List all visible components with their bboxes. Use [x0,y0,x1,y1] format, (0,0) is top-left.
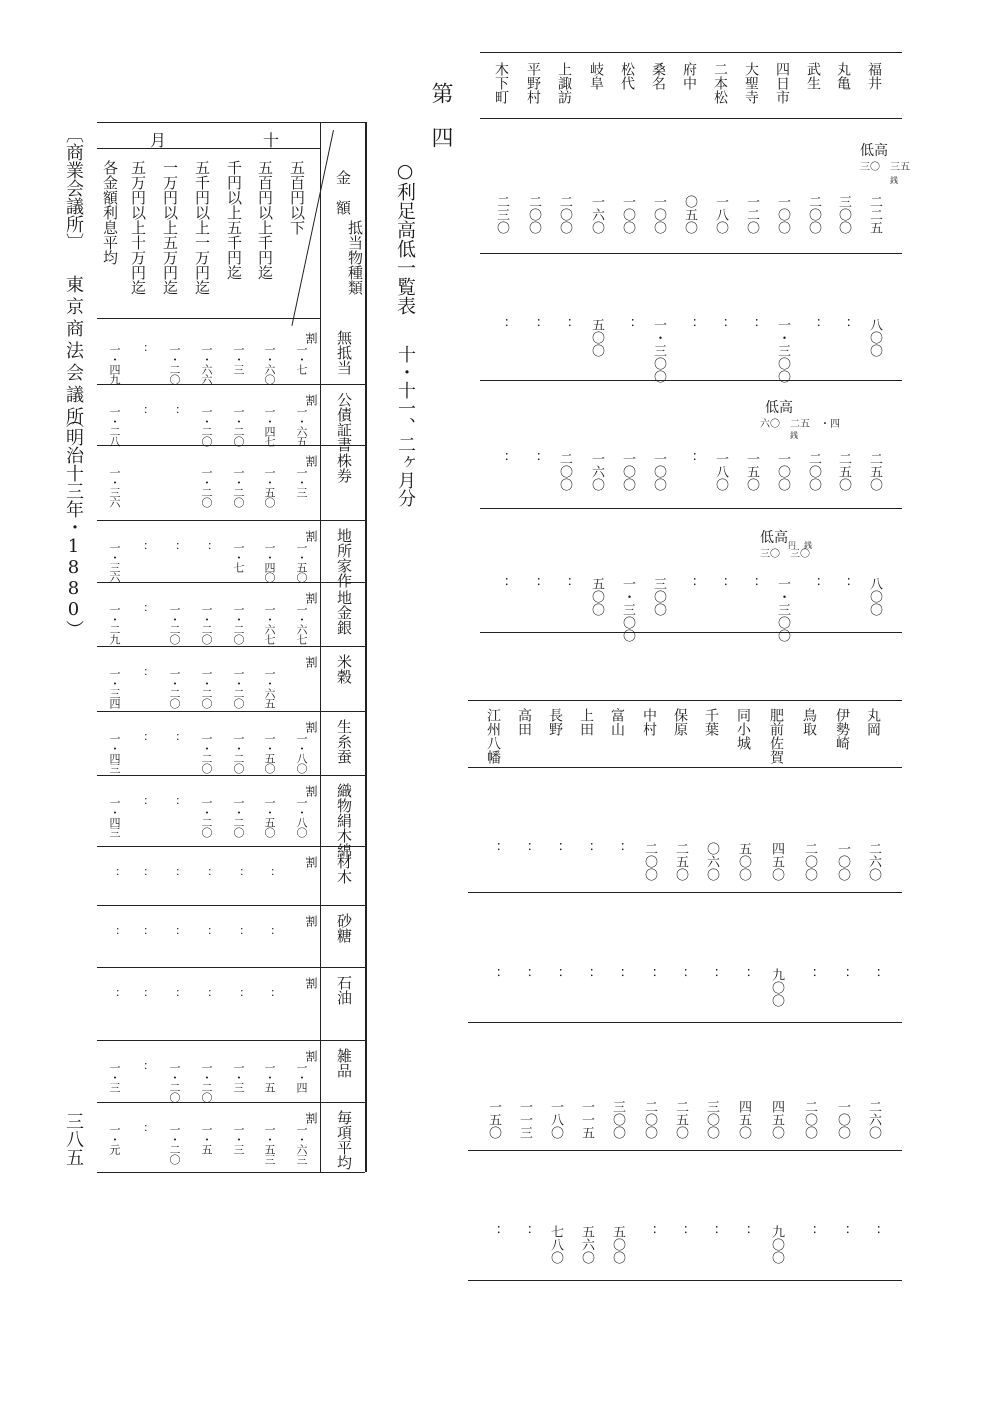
rb-row-line [468,1022,902,1023]
column-divider [97,846,365,847]
table-title: ○利足高低一覧表 [394,160,416,315]
value-cell: ： [642,968,657,981]
city-header: 伊勢崎 [834,708,850,750]
source-label: 東京商法会議所 [63,275,84,429]
rate-cell: 一・五三 [263,1124,276,1164]
value-cell: ： [557,577,572,590]
value-cell: 三〇〇 [651,577,666,616]
collateral-header: 毎項平均 [335,1110,353,1170]
annotation-value: 六〇 二五 ・四 [760,419,840,430]
value-cell: ： [557,318,572,331]
corner-collateral-label: 抵当物種類 [346,220,364,295]
value-cell: ： [806,577,821,590]
rate-cell: ： [263,868,276,878]
value-cell: ： [494,452,509,465]
amount-row-label: 五千円以上一万円迄 [193,160,211,295]
unit-label: 割 [304,530,318,542]
value-cell: 五〇〇 [589,318,604,357]
rt-header-line [480,118,902,119]
value-cell: 二六〇 [866,1100,881,1139]
value-cell: 一五〇 [486,1100,501,1139]
rt-top-line [480,52,902,53]
value-cell: ： [736,1225,751,1238]
page-number: 三八五 [63,1112,84,1166]
value-cell: 九〇〇 [769,968,784,1007]
rate-cell: ： [232,868,245,878]
value-cell: 一・三〇〇 [651,318,666,383]
rate-cell: 一・五〇 [263,733,276,773]
annotation-value: 三〇 三五 [860,162,910,173]
rate-cell: ： [136,868,149,878]
rate-cell: 一・七 [232,542,245,572]
collateral-header: 雑品 [335,1048,353,1078]
rate-cell: 一・二〇 [168,668,181,708]
amount-row-label: 五万円以上十万円迄 [129,160,147,295]
rb-row-line [468,700,902,701]
value-cell: 一六〇 [589,452,604,491]
rate-cell: ： [136,733,149,743]
rate-cell: ： [136,542,149,552]
city-header: 高田 [516,708,532,736]
value-cell: ： [736,968,751,981]
value-cell: ： [526,318,541,331]
rate-cell: 一・二〇 [232,604,245,644]
value-cell: ： [579,842,594,855]
left-table-corner-divider [97,318,320,319]
value-cell: 二〇〇 [526,195,541,234]
unit-label: 割 [304,656,318,668]
unit-label: 割 [304,394,318,406]
rate-cell: ： [200,542,213,552]
value-cell: ： [836,577,851,590]
unit-label: 割 [304,592,318,604]
value-cell: ： [835,968,850,981]
rate-cell: 一・五〇 [263,797,276,837]
value-cell: 二〇〇 [806,195,821,234]
value-cell: 〇五〇 [682,195,697,234]
value-cell: ： [744,577,759,590]
annotation-value: 三〇 三〇 [760,549,810,560]
rate-cell: ： [168,927,181,937]
rb-row-line [468,767,902,768]
value-cell: ： [866,1225,881,1238]
value-cell: ： [835,1225,850,1238]
date-label: （明治十三年・1880） [63,410,84,638]
collateral-header: 砂糖 [335,913,353,943]
city-header: 中村 [641,708,657,736]
value-cell: 二五〇 [867,452,882,491]
column-divider [97,520,365,521]
rate-cell: 一・四三 [108,797,121,837]
rate-cell: 一・六七 [263,604,276,644]
column-divider [97,582,365,583]
annotation-unit: 銭 [790,431,798,440]
rt-row-line [480,253,902,254]
rate-cell: ： [136,604,149,614]
rate-cell: 一・二〇 [232,406,245,446]
rate-cell: 一・二〇 [232,797,245,837]
value-cell: 一〇〇 [651,195,666,234]
rate-cell: ： [168,406,181,416]
column-divider [97,775,365,776]
rate-cell: 一・二〇 [200,1062,213,1102]
value-cell: 二〇〇 [557,452,572,491]
rate-cell: ： [136,344,149,354]
rate-cell: ： [108,989,121,999]
value-cell: 五六〇 [579,1225,594,1264]
value-cell: ： [802,968,817,981]
city-header: 岐阜 [588,62,604,90]
amount-row-label: 一万円以上五万円迄 [161,160,179,295]
value-cell: ： [682,452,697,465]
unit-label: 割 [304,915,318,927]
rate-cell: 一・三四 [108,668,121,708]
city-header: 木下町 [493,62,509,104]
value-cell: 七八〇 [548,1225,563,1264]
rate-cell: ： [263,927,276,937]
value-cell: 四五〇 [769,1100,784,1139]
value-cell: 五〇〇 [610,1225,625,1264]
rate-cell: 一・四 [295,1062,308,1092]
value-cell: ： [806,318,821,331]
rate-cell: 一・二八 [108,406,121,446]
collateral-header: 株券 [335,453,353,483]
value-cell: ： [486,842,501,855]
value-cell: 二〇〇 [642,842,657,881]
rate-cell: 一・二〇 [200,604,213,644]
city-header: 武生 [805,62,821,90]
unit-label: 割 [304,455,318,467]
rate-cell: 一・二〇 [168,1124,181,1164]
table-period: 十・十一、二ヶ月分 [395,345,416,507]
rate-cell: ： [232,989,245,999]
rate-cell: ： [136,927,149,937]
column-divider [97,711,365,712]
rate-cell: 一・二〇 [168,344,181,384]
city-header: 長野 [547,708,563,736]
value-cell: 二二五 [867,195,882,234]
city-header: 保原 [672,708,688,736]
rate-cell: 一・七 [295,344,308,374]
value-cell: 二〇〇 [557,195,572,234]
value-cell: 五〇〇 [589,577,604,616]
rate-cell: ： [108,868,121,878]
rate-cell: 一・四三 [108,733,121,773]
rate-cell: ： [136,989,149,999]
value-cell: 三〇〇 [704,1100,719,1139]
rate-cell: ： [168,868,181,878]
value-cell: ： [713,318,728,331]
rate-cell: 一・八〇 [295,797,308,837]
rate-cell: 一・六六 [200,344,213,384]
value-cell: 二〇〇 [802,1100,817,1139]
rate-cell: ： [232,927,245,937]
annotation-label: 低高 [860,143,888,159]
rate-cell: 一・二〇 [232,733,245,773]
value-cell: 八〇〇 [867,318,882,357]
column-divider [97,646,365,647]
rate-cell: 一・三 [108,1062,121,1092]
value-cell: ： [866,968,881,981]
value-cell: 三〇〇 [836,195,851,234]
rt-row-line [480,380,902,381]
rate-cell: 一・二〇 [232,668,245,708]
unit-label: 割 [304,1050,318,1062]
rate-cell: 一・四〇 [263,542,276,582]
value-cell: 四五〇 [769,842,784,881]
value-cell: 二〇〇 [806,452,821,491]
rate-cell: 一・二〇 [200,733,213,773]
rate-cell: 一・六三 [295,1124,308,1164]
rate-cell: 一・二〇 [200,668,213,708]
city-header: 千葉 [703,708,719,736]
value-cell: 二〇〇 [802,842,817,881]
left-table-header-divider [320,122,321,1172]
rate-cell: 一・二〇 [232,467,245,507]
value-cell: ： [517,842,532,855]
value-cell: 一〇〇 [775,452,790,491]
value-cell: 一〇〇 [620,452,635,491]
city-header: 丸岡 [865,708,881,736]
value-cell: 一・三〇〇 [775,318,790,383]
value-cell: ： [682,577,697,590]
city-header: 肥前佐賀 [768,708,784,764]
rate-cell: 一・二〇 [200,406,213,446]
city-header: 上田 [578,708,594,736]
city-header: 福井 [866,62,882,90]
column-divider [97,1102,365,1103]
unit-label: 割 [304,332,318,344]
rate-cell: ： [168,733,181,743]
collateral-header: 材木 [335,854,353,884]
column-divider [97,1040,365,1041]
value-cell: ： [642,1225,657,1238]
value-cell: ： [802,1225,817,1238]
collateral-header: 地所家作 [335,528,353,588]
value-cell: 一八〇 [713,195,728,234]
value-cell: 〇六〇 [704,842,719,881]
value-cell: 四五〇 [736,1100,751,1139]
value-cell: ： [494,318,509,331]
collateral-header: 石油 [335,975,353,1005]
rate-cell: 一・六〇 [263,344,276,384]
rate-cell: 一・五〇 [263,467,276,507]
rate-cell: 一・五 [200,1124,213,1154]
value-cell: ： [682,318,697,331]
value-cell: 八〇〇 [867,577,882,616]
value-cell: 一一五 [579,1100,594,1139]
city-header: 桑名 [650,62,666,90]
chapter-heading: 第 四 [428,82,453,148]
rate-cell: 一・三 [232,344,245,374]
value-cell: 一二〇 [744,195,759,234]
rate-cell: 一・五 [263,1062,276,1092]
rb-row-line [468,892,902,893]
rate-cell: 一・二〇 [200,467,213,507]
amount-row-label: 各金額利息平均 [101,160,119,265]
rb-row-line [468,1150,902,1151]
value-cell: ： [548,842,563,855]
rate-cell: ： [168,542,181,552]
value-cell: ： [486,1225,501,1238]
amount-row-label: 五百円以上千円迄 [256,160,274,280]
city-header: 二本松 [712,62,728,104]
rate-cell: 一・三 [232,1062,245,1092]
value-cell: 一・三〇〇 [775,577,790,642]
rate-cell: 一・六五 [263,668,276,708]
value-cell: ： [704,1225,719,1238]
amount-row-label: 五百円以下 [288,160,306,235]
value-cell: 二〇〇 [642,1100,657,1139]
annotation-label: 低高 [760,530,788,546]
value-cell: 一一三 [517,1100,532,1139]
rt-row-line [480,508,902,509]
city-header: 富山 [609,708,625,736]
collateral-header: 生糸蚕 [335,719,353,764]
value-cell: 五〇〇 [736,842,751,881]
value-cell: 九〇〇 [769,1225,784,1264]
city-header: 松代 [619,62,635,90]
value-cell: 一〇〇 [835,842,850,881]
value-cell: 一五〇 [744,452,759,491]
rate-cell: 一・五〇 [295,542,308,582]
rate-cell: 一・八〇 [295,733,308,773]
corner-amount-label: 金 額 [334,170,352,215]
collateral-header: 地金銀 [335,590,353,635]
collateral-header: 公債証書 [335,392,353,452]
annotation-unit: 銭 [890,176,898,185]
value-cell: 一〇〇 [835,1100,850,1139]
rate-cell: 一・六五 [295,406,308,446]
value-cell: 二三〇 [494,195,509,234]
rate-cell: 一・六七 [295,604,308,644]
rate-cell: 一・二〇 [200,797,213,837]
value-cell: 一〇〇 [775,195,790,234]
value-cell: ： [713,577,728,590]
city-header: 平野村 [525,62,541,104]
value-cell: ： [673,968,688,981]
rt-row-line [480,632,902,633]
value-cell: ： [620,318,635,331]
value-cell: ： [673,1225,688,1238]
value-cell: ： [548,968,563,981]
rate-cell: 一・二九 [108,604,121,644]
city-header: 丸亀 [835,62,851,90]
column-divider [97,967,365,968]
value-cell: ： [610,842,625,855]
value-cell: ： [579,968,594,981]
value-cell: 二五〇 [836,452,851,491]
rate-cell: ： [136,668,149,678]
rate-cell: 一・三 [232,1124,245,1154]
left-table-top-line [97,122,365,123]
month-header-month: 月 [150,131,167,150]
rate-cell: 一・二〇 [168,604,181,644]
value-cell: ： [526,452,541,465]
value-cell: 二五〇 [673,1100,688,1139]
rb-row-line [468,1280,902,1281]
rate-cell: 一・三六 [108,467,121,507]
rate-cell: ： [136,1062,149,1072]
value-cell: 一〇〇 [651,452,666,491]
city-header: 大聖寺 [743,62,759,104]
city-header: 同小城 [735,708,751,750]
city-header: 上諏訪 [556,62,572,104]
city-header: 府中 [681,62,697,90]
value-cell: 三〇〇 [610,1100,625,1139]
city-header: 江州八幡 [485,708,501,764]
rate-cell: 一・三 [295,467,308,497]
rate-cell: 一・三六 [108,542,121,582]
value-cell: 二六〇 [866,842,881,881]
value-cell: ： [610,968,625,981]
value-cell: ： [517,968,532,981]
rate-cell: 一・四九 [108,344,121,384]
rate-cell: 一・四七 [263,406,276,446]
month-header-ten: 十 [263,131,280,150]
rate-cell: ： [263,989,276,999]
unit-label: 割 [304,1112,318,1124]
rate-cell: ： [168,989,181,999]
value-cell: 一〇〇 [620,195,635,234]
rate-cell: ： [200,868,213,878]
column-divider [97,905,365,906]
city-header: 鳥取 [801,708,817,736]
publisher-label: 〔商業会議所〕 [63,125,84,251]
left-table-month-divider [97,148,320,149]
collateral-header: 無抵当 [335,330,353,375]
rate-cell: 一・元 [108,1124,121,1154]
value-cell: ： [486,968,501,981]
unit-label: 割 [304,977,318,989]
rate-cell: ： [136,406,149,416]
unit-label: 割 [304,721,318,733]
rate-cell: ： [108,927,121,937]
value-cell: ： [836,318,851,331]
annotation-unit: 円 銭 [788,541,812,550]
value-cell: 一八〇 [713,452,728,491]
unit-label: 割 [304,856,318,868]
value-cell: 一六〇 [589,195,604,234]
collateral-header: 米穀 [335,654,353,684]
value-cell: ： [517,1225,532,1238]
annotation-label: 低高 [765,400,793,416]
column-divider [97,1172,365,1173]
value-cell: 二五〇 [673,842,688,881]
city-header: 四日市 [774,62,790,104]
value-cell: ： [744,318,759,331]
value-cell: 一・三〇〇 [620,577,635,642]
rate-cell: ： [136,797,149,807]
rate-cell: ： [200,927,213,937]
column-divider [97,384,365,385]
unit-label: 割 [304,785,318,797]
rate-cell: ： [168,797,181,807]
amount-row-label: 千円以上五千円迄 [225,160,243,280]
rate-cell: ： [136,1124,149,1134]
rate-cell: 一・二〇 [168,1062,181,1102]
value-cell: 一八〇 [548,1100,563,1139]
value-cell: ： [704,968,719,981]
rate-cell: ： [200,989,213,999]
value-cell: ： [494,577,509,590]
collateral-header: 織物絹木綿 [335,783,353,858]
value-cell: ： [526,577,541,590]
